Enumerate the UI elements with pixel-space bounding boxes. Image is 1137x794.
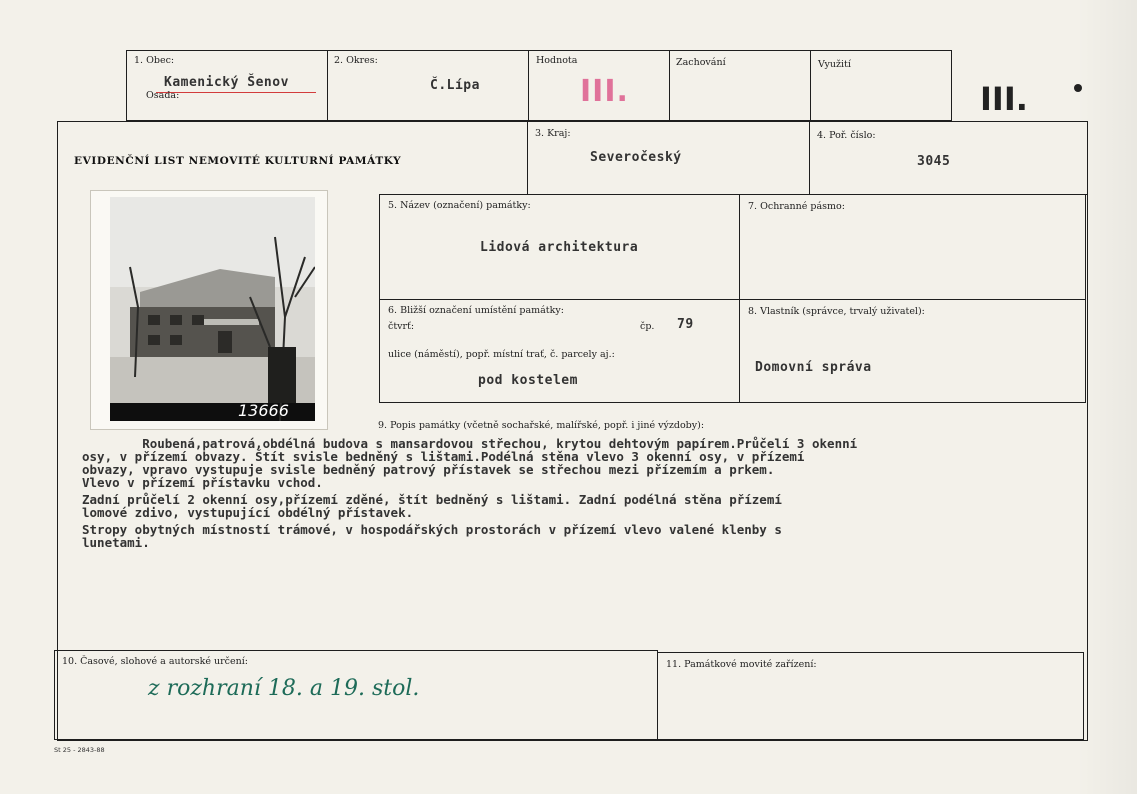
okres-label: 2. Okres: [334,55,378,66]
casove-value: z rozhraní 18. a 19. stol. [148,676,420,701]
popis-line: osy, v přízemí obvazy. Štít svisle bedněný s lištami.Podélná stěna vlevo 3 okenní osy, v přízemí [82,449,805,464]
popis-line: lomové zdivo, vystupující obdélný přístavek. [82,505,414,520]
obec-label: 1. Obec: [134,55,175,66]
umisteni-label: 6. Bližší označení umístění památky: [388,305,564,316]
ochranne-pasmo-label: 7. Ochranné pásmo: [748,201,845,212]
vyuziti-label: Využití [818,59,851,70]
casove-label: 10. Časové, slohové a autorské určení: [62,656,248,667]
por-cislo-label: 4. Poř. číslo: [817,130,876,141]
osada-label: Osada: [146,90,180,101]
kraj-value: Severočeský [590,150,682,165]
por-cislo-value: 3045 [917,154,951,169]
ctvrt-label: čtvrť: [388,321,415,332]
popis-line: Vlevo v přízemí přístavku vchod. [82,475,323,490]
cp-value: 79 [677,317,694,332]
popis-line: lunetami. [82,535,150,550]
form-title: EVIDENČNÍ LIST NEMOVITÉ KULTURNÍ PAMÁTKY [74,155,402,167]
movite-label: 11. Památkové movité zařízení: [666,659,817,670]
hodnota-stamp: III. [580,74,629,109]
popis-text [82,437,1082,549]
vlastnik-value: Domovní správa [755,360,872,375]
building-photo-image [110,197,315,421]
popis-line: Zadní průčelí 2 okenní osy,přízemí zděné, štít bedněný s lištami. Zadní podélná stěna přízemí [82,492,782,507]
cp-label: čp. [640,321,655,332]
footer-code: St 25 - 2843-88 [54,746,105,754]
popis-line: obvazy, vpravo vystupuje svisle bedněný patrový přístavek se střechou mezi přízemím a prkem. [82,462,775,477]
okres-value: Č.Lípa [430,78,480,93]
hodnota-label: Hodnota [536,55,578,66]
photo-number: 13666 [238,401,289,420]
zachovani-label: Zachování [676,57,726,68]
obec-value: Kamenický Šenov [164,75,289,90]
popis-label: 9. Popis památky (včetně sochařské, malířské, popř. i jiné výzdoby): [378,420,705,431]
corner-mark: III. [980,80,1028,118]
obec-underline [156,92,316,93]
building-photo [110,197,315,421]
kraj-label: 3. Kraj: [535,128,571,139]
nazev-value: Lidová architektura [480,240,639,255]
nazev-label: 5. Název (označení) památky: [388,200,531,211]
ulice-label: ulice (náměstí), popř. místní trať, č. parcely aj.: [388,349,615,360]
ink-blot [1074,84,1082,92]
ulice-value: pod kostelem [478,373,578,388]
popis-line: Roubená,patrová,obdélná budova s mansardovou střechou, krytou dehtovým papírem.Průčelí 3 okenní [82,436,858,451]
vlastnik-label: 8. Vlastník (správce, trvalý uživatel): [748,306,925,317]
popis-line: Stropy obytných místností trámové, v hospodářských prostorách v přízemí vlevo valené klenby s [82,522,782,537]
